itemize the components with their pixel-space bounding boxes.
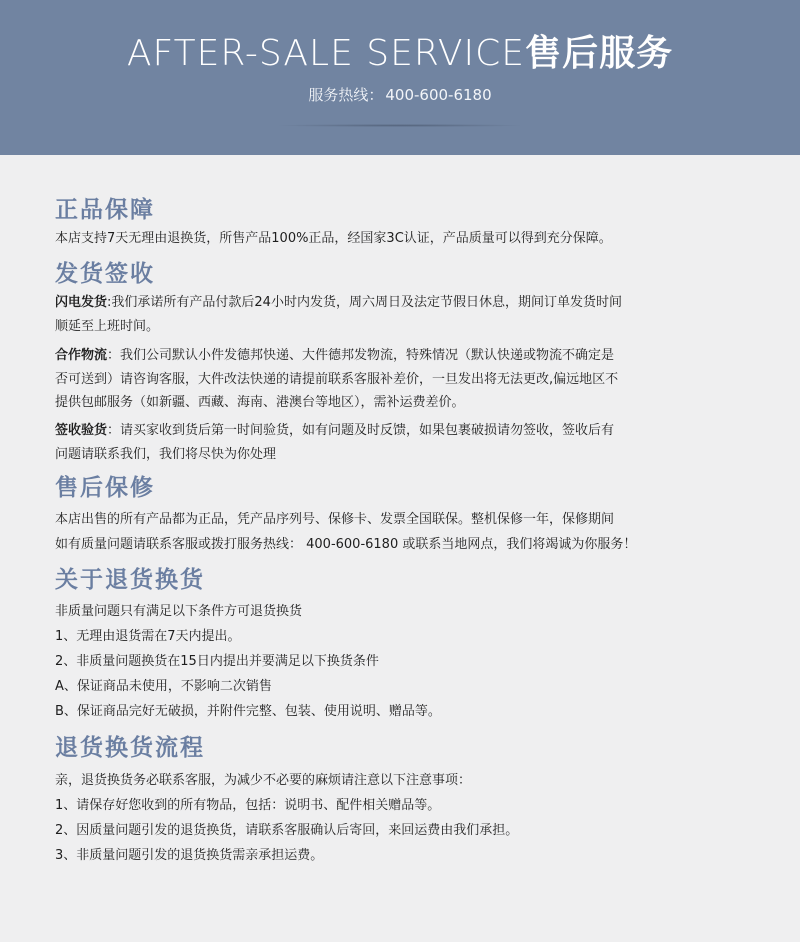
section-title-genuine: 正品保障 [55,197,155,223]
process-line-4: 3、非质量问题引发的退货换货需亲承担运费。 [55,848,324,863]
header-banner [0,0,800,155]
returns-line-2: 1、无理由退货需在7天内提出。 [55,629,241,644]
sign-inspect-label: 签收验货 [55,423,108,438]
header-divider [275,124,525,127]
sign-inspect-text: ：请买家收到货后第一时间验货，如有问题及时反馈，如果包裹破损请勿签收，签收后有 [107,423,615,438]
title-english: AFTER-SALE SERVICE [126,33,526,74]
page-title [0,30,800,78]
logistics-text: ：我们公司默认小件发德邦快递、大件德邦发物流，特殊情况（默认快递或物流不确定是 [107,348,615,363]
warranty-line-2: 如有质量问题请联系客服或拨打服务热线： 400-600-6180 或联系当地网点，我们将竭诚为你服务！ [55,537,637,552]
hotline-label: 服务热线： [308,86,384,104]
process-line-2: 1、请保存好您收到的所有物品，包括：说明书、配件相关赠品等。 [55,798,441,813]
shipping-logistics-line-1 [55,346,614,366]
hotline-number: 400-600-6180 [385,86,492,104]
returns-line-5: B、保证商品完好无破损，并附件完整、包装、使用说明、赠品等。 [55,704,441,719]
returns-line-3: 2、非质量问题换货在15日内提出并要满足以下换货条件 [55,654,379,669]
process-line-3: 2、因质量问题引发的退货换货，请联系客服确认后寄回，来回运费由我们承担。 [55,823,519,838]
service-hotline [0,84,800,106]
section-title-process: 退货换货流程 [55,735,205,761]
flash-delivery-text: :我们承诺所有产品付款后24小时内发货，周六周日及法定节假日休息，期间订单发货时间 [107,295,622,310]
shipping-sign-line-2: 问题请联系我们，我们将尽快为你处理 [55,447,277,462]
flash-delivery-label: 闪电发货 [55,295,108,310]
shipping-flash-line-2: 顺延至上班时间。 [55,319,160,334]
shipping-logistics-line-2: 否可送到）请咨询客服，大件改法快递的请提前联系客服补差价，一旦发出将无法更改,偏远地区不 [55,372,619,387]
warranty-line-1: 本店出售的所有产品都为正品，凭产品序列号、保修卡、发票全国联保。整机保修一年，保修期间 [55,512,615,527]
logistics-label: 合作物流 [55,348,108,363]
title-chinese: 售后服务 [525,33,674,74]
shipping-flash-line-1 [55,293,622,313]
returns-line-4: A、保证商品未使用，不影响二次销售 [55,679,272,694]
shipping-logistics-line-3: 提供包邮服务（如新疆、西藏、海南、港澳台等地区），需补运费差价。 [55,395,465,410]
section-title-returns: 关于退货换货 [55,567,205,593]
returns-line-1: 非质量问题只有满足以下条件方可退货换货 [55,604,303,619]
section-title-shipping: 发货签收 [55,261,155,287]
process-line-1: 亲，退货换货务必联系客服，为减少不必要的麻烦请注意以下注意事项： [55,773,472,788]
section-title-warranty: 售后保修 [55,475,155,501]
shipping-sign-line-1 [55,421,614,441]
genuine-line-1: 本店支持7天无理由退换货，所售产品100%正品，经国家3C认证，产品质量可以得到充分保障。 [55,231,612,246]
